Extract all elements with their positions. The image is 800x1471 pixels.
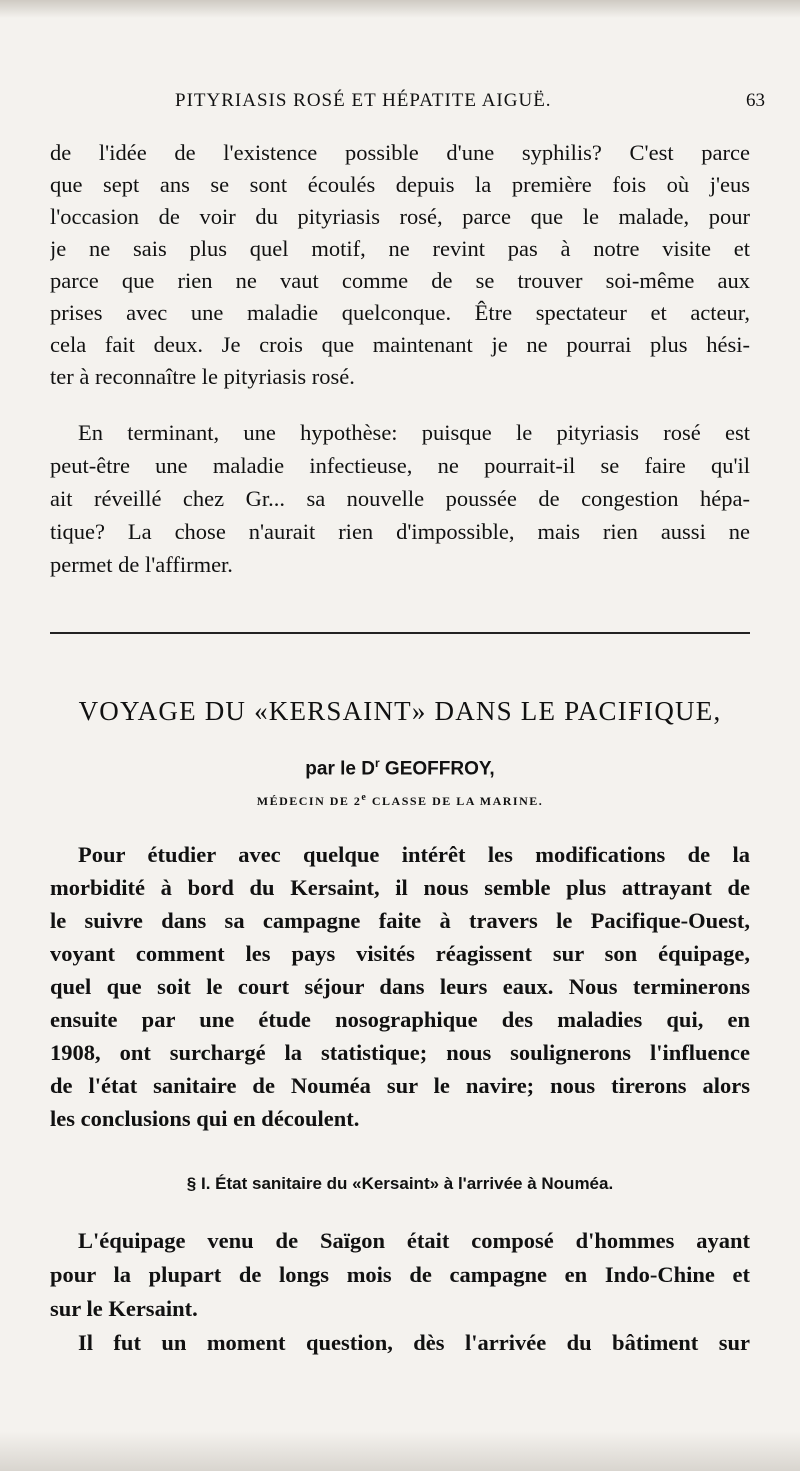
text-line: tique? La chose n'aurait rien d'impossible, mais rien aussi ne bbox=[50, 519, 750, 544]
text-line: que sept ans se sont écoulés depuis la première fois où j'eus bbox=[50, 172, 750, 197]
text-line: cela fait deux. Je crois que maintenant je ne pourrai plus hési- bbox=[50, 332, 750, 357]
scan-shadow-bottom bbox=[0, 1431, 800, 1471]
text-line: L'équipage venu de Saïgon était composé d'hommes ayant bbox=[78, 1228, 750, 1253]
affiliation-prefix: MÉDECIN DE 2 bbox=[256, 794, 362, 808]
text-line: les conclusions qui en découlent. bbox=[50, 1106, 360, 1131]
text-line: Il fut un moment question, dès l'arrivée du bâtiment sur bbox=[78, 1330, 750, 1355]
text-line: morbidité à bord du Kersaint, il nous semble plus attrayant de bbox=[50, 875, 750, 900]
running-header bbox=[50, 90, 765, 120]
text-line: Pour étudier avec quelque intérêt les modifications de la bbox=[78, 842, 750, 867]
text-line: de l'idée de l'existence possible d'une syphilis? C'est parce bbox=[50, 140, 750, 165]
text-line: En terminant, une hypothèse: puisque le pityriasis rosé est bbox=[78, 420, 750, 445]
byline-prefix: par le D bbox=[305, 758, 375, 780]
affiliation-suffix: CLASSE DE LA MARINE. bbox=[367, 794, 544, 808]
section-heading: § I. État sanitaire du «Kersaint» à l'arrivée à Nouméa. bbox=[186, 1174, 614, 1193]
text-line: peut-être une maladie infectieuse, ne pourrait-il se faire qu'il bbox=[50, 453, 750, 478]
text-line: l'occasion de voir du pityriasis rosé, parce que le malade, pour bbox=[50, 204, 750, 229]
affiliation-superscript: e bbox=[361, 792, 368, 803]
scan-shadow-top bbox=[0, 0, 800, 18]
text-line: le suivre dans sa campagne faite à travers le Pacifique-Ouest, bbox=[50, 908, 750, 933]
byline-superscript: r bbox=[374, 756, 380, 770]
text-line: prises avec une maladie quelconque. Être spectateur et acteur, bbox=[50, 300, 750, 325]
text-line: 1908, ont surchargé la statistique; nous soulignerons l'influence bbox=[50, 1040, 750, 1065]
author-byline bbox=[50, 756, 750, 780]
text-line: ensuite par une étude nosographique des maladies qui, en bbox=[50, 1007, 750, 1032]
article-title: VOYAGE DU «KERSAINT» DANS LE PACIFIQUE, bbox=[78, 696, 722, 726]
text-line: ter à reconnaître le pityriasis rosé. bbox=[50, 364, 355, 389]
text-line: de l'état sanitaire de Nouméa sur le navire; nous tirerons alors bbox=[50, 1073, 750, 1098]
text-line: pour la plupart de longs mois de campagne en Indo-Chine et bbox=[50, 1262, 750, 1287]
text-line: je ne sais plus quel motif, ne revint pas à notre visite et bbox=[50, 236, 750, 261]
text-line: parce que rien ne vaut comme de se trouver soi-même aux bbox=[50, 268, 750, 293]
text-line: sur le Kersaint. bbox=[50, 1296, 198, 1321]
section-divider-rule bbox=[50, 632, 750, 634]
text-line: voyant comment les pays visités réagissent sur son équipage, bbox=[50, 941, 750, 966]
page-number: 63 bbox=[746, 90, 765, 111]
text-line: permet de l'affirmer. bbox=[50, 552, 233, 577]
author-name: GEOFFROY, bbox=[379, 758, 495, 780]
running-title: PITYRIASIS ROSÉ ET HÉPATITE AIGUË. bbox=[175, 90, 552, 111]
text-line: quel que soit le court séjour dans leurs eaux. Nous terminerons bbox=[50, 974, 750, 999]
author-affiliation bbox=[50, 792, 750, 809]
text-line: ait réveillé chez Gr... sa nouvelle poussée de congestion hépa- bbox=[50, 486, 750, 511]
